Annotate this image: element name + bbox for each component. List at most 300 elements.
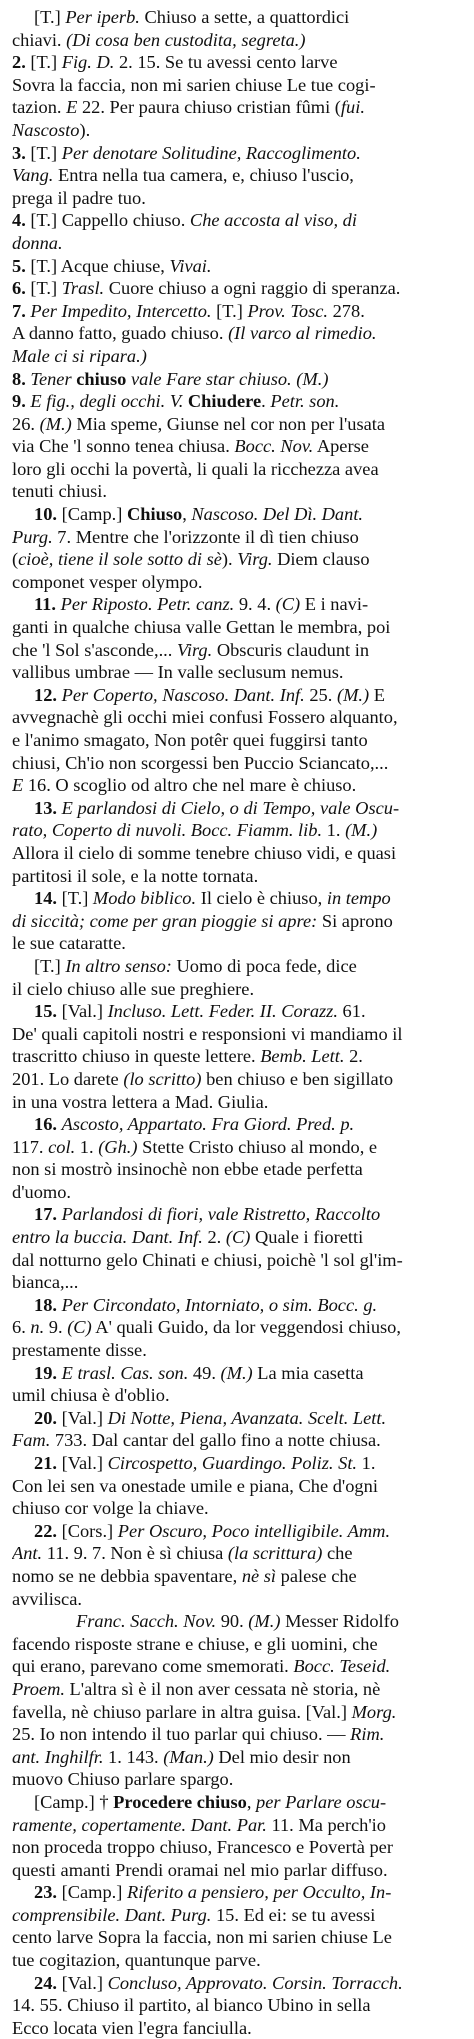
text-run: [Val.] (57, 1407, 108, 1428)
text-line (12, 322, 466, 345)
text-line (12, 1610, 466, 1633)
text-run: Per Oscuro, Poco intelligibile. Amm. (117, 1520, 391, 1541)
text-line (12, 119, 466, 142)
text-line (12, 978, 466, 1001)
text-run: 23. (34, 1882, 57, 1903)
text-run: qui erano, parevano come smemorati. (12, 1656, 294, 1677)
text-line (12, 1723, 466, 1746)
text-run: A' quali Guido, da lor veggendosi chiuso, (91, 1317, 401, 1338)
text-run: Ant. (12, 1543, 43, 1564)
text-line (12, 1972, 466, 1995)
text-line (12, 1768, 466, 1791)
text-run: Sovra la faccia, non mi sarien chiuse Le tue cogi- (12, 74, 376, 95)
text-run: [T.] (57, 888, 93, 909)
text-run: 26. (12, 413, 40, 434)
text-run: , (182, 504, 192, 525)
text-run: prega il padre tuo. (12, 187, 146, 208)
text-line (12, 6, 466, 29)
text-run: 16. (34, 1114, 57, 1135)
text-line (12, 1091, 466, 1114)
text-run: Morg. (351, 1701, 397, 1722)
text-run: Fam. (12, 1430, 51, 1451)
text-run: Di Notte, Piena, Avanzata. Scelt. Lett. (107, 1407, 387, 1428)
text-run: in una vostra lettera a Mad. Giulia. (12, 1091, 269, 1112)
text-run: [Val.] (57, 1453, 108, 1473)
text-run: 14. (34, 888, 57, 909)
text-run: . (261, 391, 271, 412)
text-run: componet vesper olympo. (12, 571, 203, 592)
text-run: (C) (67, 1317, 92, 1338)
text-run: 5. (12, 255, 26, 276)
text-run: 6. (12, 278, 26, 299)
text-run: Si aprono (317, 910, 393, 931)
text-line (12, 368, 466, 391)
text-run: 2. (344, 1046, 363, 1067)
text-line (12, 300, 466, 323)
text-run: Prov. Tosc. (247, 300, 329, 321)
text-run: 11. Ma perch'io (266, 1814, 386, 1835)
text-run: umil chiusa è d'oblio. (12, 1385, 170, 1406)
text-run: 3. (12, 142, 26, 163)
text-line (12, 1271, 466, 1294)
text-run: le sue cataratte. (12, 933, 126, 954)
text-run: donna. (12, 232, 63, 253)
text-line (12, 1746, 466, 1769)
text-run: [Val.] (57, 1001, 108, 1022)
text-run: Del mio desir non (213, 1746, 351, 1767)
text-run: Riferito a pensiero, per Occulto, In- (126, 1882, 392, 1903)
text-run: Mia speme, Giunse nel cor non per l'usata (71, 413, 386, 434)
text-run: Uomo di poca fede, dice (171, 955, 357, 976)
text-run: 13. (34, 797, 57, 818)
text-run: 1. (322, 820, 346, 841)
text-line (12, 1316, 466, 1339)
text-run: per Parlare oscu- (256, 1791, 387, 1812)
text-line (12, 390, 466, 413)
text-line (12, 74, 466, 97)
text-line (12, 910, 466, 933)
text-line (12, 1588, 466, 1611)
text-line (12, 729, 466, 752)
text-run: (M.) (39, 413, 72, 434)
text-line (12, 1000, 466, 1023)
text-line (12, 548, 466, 571)
text-run: chiavi. (12, 29, 67, 50)
text-line (12, 1362, 466, 1385)
text-run: Per iperb. (65, 7, 140, 27)
text-run: Incluso. Lett. Feder. II. Corazz. (107, 1001, 338, 1022)
text-run: 9. (12, 391, 26, 412)
text-run: E (66, 97, 78, 118)
text-run: A danno fatto, guado chiuso. (12, 323, 229, 344)
text-run: (lo scritto) (123, 1068, 202, 1089)
text-run: Ecco locata vien l'egra fanciulla. (12, 2017, 252, 2038)
text-run: (C) (275, 594, 301, 615)
text-run: [T.] (25, 278, 62, 299)
text-run: partitosi il sole, e la notte tornata. (12, 865, 259, 886)
text-run: chiuso cor volge la chiave. (12, 1498, 209, 1519)
text-run: 49. (188, 1362, 221, 1383)
text-line (12, 503, 466, 526)
text-line (12, 51, 466, 74)
text-line (12, 571, 466, 594)
text-run: questi amanti Prendi oramai nel mio parlar diffuso. (12, 1859, 388, 1880)
text-run: 8. (12, 368, 26, 389)
text-run: trascritto chiuso in queste lettere. (12, 1046, 261, 1067)
text-line (12, 458, 466, 481)
text-run: 1. 143. (103, 1746, 164, 1767)
text-line (12, 209, 466, 232)
text-run: [T.] (25, 52, 62, 73)
text-line (12, 1475, 466, 1498)
text-run: n. (30, 1317, 45, 1338)
text-line (12, 1565, 466, 1588)
text-run: Quale i fioretti (250, 1227, 364, 1248)
text-run: vale Fare star chiuso. (130, 368, 292, 389)
text-run: (C) (225, 1227, 251, 1248)
text-run: fui. (340, 97, 365, 118)
text-run: 22. (34, 1520, 57, 1541)
text-run: avvilisca. (12, 1588, 82, 1609)
text-run: prestamente disse. (12, 1340, 147, 1361)
text-run: chiuso (76, 368, 127, 389)
text-run: 20. (34, 1407, 57, 1428)
text-line (12, 1068, 466, 1091)
text-run: 7. Mentre che l'orizzonte il dì tien chiuso (52, 526, 359, 547)
text-line (12, 142, 466, 165)
text-run: in tempo (326, 888, 391, 909)
text-run: Diem clauso (272, 549, 370, 570)
text-line (12, 797, 466, 820)
text-run: ben chiuso e ben sigillato (201, 1068, 394, 1089)
text-run: Rim. (350, 1724, 385, 1745)
text-run: Il cielo è chiuso, (196, 888, 327, 909)
text-line (12, 1023, 466, 1046)
text-line (12, 1926, 466, 1949)
text-run: Fig. D. (61, 52, 115, 73)
text-run: Trasl. (61, 278, 105, 299)
text-line (12, 842, 466, 865)
text-line (12, 164, 466, 187)
text-run: 15. (34, 1001, 57, 1022)
text-run: 25. Io non intendo il tuo parlar qui chiuso. — (12, 1724, 351, 1745)
text-run: ramente, copertamente. Dant. Par. (12, 1814, 267, 1835)
text-run: 278. (328, 300, 365, 321)
text-run: Per Riposto. Petr. canz. (60, 594, 235, 615)
text-run: Con lei sen va onestade umile e piana, Che d'ogni (12, 1475, 378, 1496)
text-line (12, 752, 466, 775)
text-run: Che accosta al viso, di (189, 210, 357, 231)
text-line (12, 1520, 466, 1543)
text-run: [T.] (34, 7, 66, 27)
text-run: 9. 4. (234, 594, 276, 615)
text-run: 18. (34, 1294, 57, 1315)
text-line (12, 639, 466, 662)
text-run: d'uomo. (12, 1181, 71, 1202)
text-run: [Camp.] (57, 1882, 127, 1903)
text-run: Concluso, Approvato. Corsin. Torracch. (107, 1972, 403, 1993)
text-run: E trasl. Cas. son. (61, 1362, 189, 1383)
text-line (12, 1452, 466, 1475)
text-run: 6. (12, 1317, 31, 1338)
text-run: (M.) (336, 684, 370, 705)
text-run: (M.) (220, 1362, 253, 1383)
text-run: Messer Ridolfo (280, 1611, 399, 1632)
text-line (12, 1249, 466, 1272)
text-line (12, 1203, 466, 1226)
text-run: Male ci si ripara.) (12, 345, 147, 366)
text-line (12, 187, 466, 210)
text-run: [T.] (25, 142, 62, 163)
text-run: Bemb. Lett. (260, 1046, 345, 1067)
text-line (12, 1294, 466, 1317)
text-run: 1. (357, 1453, 376, 1473)
text-run: Virg. (237, 549, 273, 570)
text-line (12, 1497, 466, 1520)
text-line (12, 1904, 466, 1927)
text-run: cento larve Sopra la faccia, non mi sarien chiuse Le (12, 1927, 392, 1948)
text-run: favella, nè chiuso parlare in altra guisa. [Val.] (12, 1701, 352, 1722)
text-run: che (322, 1543, 353, 1564)
text-run: Per denotare Solitudine, Raccoglimento. (61, 142, 361, 163)
text-run: [T.] (211, 300, 248, 321)
text-run: facendo risposte strane e chiuse, e gli uomini, che (12, 1633, 378, 1654)
text-line (12, 1859, 466, 1882)
text-run: Proem. (12, 1678, 65, 1699)
text-line (12, 932, 466, 955)
text-run: Tener (30, 368, 72, 389)
text-line (12, 1994, 466, 2017)
text-run: Allora il cielo di somme tenebre chiuso vidi, e quasi (12, 842, 397, 863)
text-run: Franc. Sacch. Nov. (76, 1611, 217, 1632)
text-run: 12. (34, 684, 57, 705)
text-run: [Cors.] (57, 1520, 118, 1541)
text-run: (M.) (248, 1611, 281, 1632)
text-line (12, 1791, 466, 1814)
text-run: che 'l Sol s'asconde,... (12, 639, 177, 660)
text-run: Aperse (313, 436, 369, 457)
text-run: (M.) (296, 368, 329, 389)
text-line (12, 232, 466, 255)
text-line (12, 661, 466, 684)
text-run: E fig., degli occhi. V. (30, 391, 184, 412)
text-run: 201. Lo darete (12, 1068, 124, 1089)
text-run: bianca,... (12, 1272, 79, 1293)
text-run: 733. Dal cantar del gallo fino a notte chiusa. (50, 1430, 381, 1451)
text-run: Bocc. Teseid. (293, 1656, 391, 1677)
text-run: 2. (12, 52, 26, 73)
text-run: non si mostrò insinochè non ebbe etade perfetta (12, 1159, 363, 1180)
text-run: ). (221, 549, 238, 570)
text-run: (Man.) (163, 1746, 214, 1767)
text-run: [Camp.] † (34, 1791, 114, 1812)
text-run: Per Impedito, Intercetto. (30, 300, 212, 321)
text-line (12, 526, 466, 549)
text-run: E parlandosi di Cielo, o di Tempo, vale Oscu- (61, 797, 400, 818)
text-run: 9. (44, 1317, 68, 1338)
text-line (12, 255, 466, 278)
text-run: Parlandosi di fiori, vale Ristretto, Raccolto (61, 1204, 381, 1225)
text-run: (Gh.) (98, 1136, 138, 1157)
text-run: tenuti chiusi. (12, 481, 108, 502)
text-run: 15. Ed ei: se tu avessi (211, 1904, 376, 1925)
text-run: 19. (34, 1362, 57, 1383)
text-run: 1. (75, 1136, 99, 1157)
text-run: tazion. (12, 97, 67, 118)
text-run: Chiuso (126, 504, 183, 525)
text-run: 25. (304, 684, 337, 705)
text-run: vallibus umbrae — In valle seclusum nemus. (12, 662, 344, 683)
text-line (12, 435, 466, 458)
text-run: Chiudere (187, 391, 262, 412)
text-run: 21. (34, 1453, 57, 1473)
text-run: via Che 'l sonno tenea chiusa. (12, 436, 235, 457)
text-line (12, 616, 466, 639)
text-run: ganti in qualche chiusa valle Gettan le membra, poi (12, 617, 391, 638)
text-run: 10. (34, 504, 57, 525)
text-run: Vang. (12, 165, 54, 186)
text-run: (Di cosa ben custodita, segreta.) (66, 29, 306, 50)
text-run: muovo Chiuso parlare spargo. (12, 1769, 234, 1790)
text-line (12, 1384, 466, 1407)
text-run: palese che (276, 1565, 357, 1586)
text-run: 4. (12, 210, 26, 231)
text-line (12, 1949, 466, 1972)
text-run: non proceda troppo chiuso, Francesco e Povertà per (12, 1837, 393, 1858)
text-run: L'altra sì è il non aver cessata nè storia, nè (64, 1678, 381, 1699)
text-run: Cuore chiuso a ogni raggio di speranza. (104, 278, 401, 299)
text-run: [T.] (34, 955, 66, 976)
text-line (12, 29, 466, 52)
text-line (12, 1158, 466, 1181)
text-run: 61. (337, 1001, 366, 1022)
text-line (12, 1655, 466, 1678)
text-line (12, 345, 466, 368)
text-run: 90. (216, 1611, 249, 1632)
text-run: 117. (12, 1136, 49, 1157)
text-line (12, 2017, 466, 2039)
text-run: Obscuris claudunt in (212, 639, 370, 660)
text-run: Procedere chiuso (113, 1791, 247, 1812)
text-run: (Il varco al rimedio. (228, 323, 377, 344)
text-line (12, 1429, 466, 1452)
text-run: 16. O scoglio od altro che nel mare è chiuso. (23, 775, 357, 796)
text-line (12, 1678, 466, 1701)
text-run: E i navi- (300, 594, 369, 615)
text-run: Per Coperto, Nascoso. Dant. Inf. (61, 684, 305, 705)
text-run: 2. (202, 1227, 226, 1248)
text-line (12, 1701, 466, 1724)
text-line (12, 684, 466, 707)
text-line (12, 593, 466, 616)
text-run: Chiuso a sette, a quattordici (139, 7, 350, 27)
text-run: 17. (34, 1204, 57, 1225)
text-run: (la scrittura) (227, 1543, 323, 1564)
text-run: dal notturno gelo Chinati e chiusi, poichè 'l sol gl'im- (12, 1249, 403, 1270)
text-run: La mia casetta (252, 1362, 364, 1383)
text-run: 14. 55. Chiuso il partito, al bianco Ubino in sella (12, 1995, 371, 2016)
text-run: rato, Coperto di nuvoli. Bocc. Fiamm. lib. (12, 820, 323, 841)
text-run: nomo se ne debbia spaventare, (12, 1565, 242, 1586)
text-run: 22. Per paura chiuso cristian fûmi ( (77, 97, 341, 118)
text-line (12, 1339, 466, 1362)
text-run: ). (79, 119, 91, 140)
text-run: entro la buccia. Dant. Inf. (12, 1227, 203, 1248)
text-line (12, 819, 466, 842)
text-line (12, 413, 466, 436)
text-run: Per Circondato, Intorniato, o sim. Bocc. g. (61, 1294, 378, 1315)
text-line (12, 706, 466, 729)
text-run: , (246, 1791, 257, 1812)
text-line (12, 1542, 466, 1565)
text-run: avvegnachè gli occhi miei confusi Fossero alquanto, (12, 707, 398, 728)
text-run: 24. (34, 1972, 57, 1993)
text-run: nè sì (241, 1565, 277, 1586)
text-run: Petr. son. (270, 391, 340, 412)
text-line (12, 277, 466, 300)
text-run: Virg. (176, 639, 213, 660)
text-run: 2. 15. Se tu avessi cento larve (114, 52, 338, 73)
text-run: E (12, 775, 24, 796)
text-run: E (369, 684, 385, 705)
text-run: comprensibile. Dant. Purg. (12, 1904, 212, 1925)
text-line (12, 1633, 466, 1656)
text-run: Purg. (12, 526, 53, 547)
text-line (12, 887, 466, 910)
text-run: Bocc. Nov. (234, 436, 314, 457)
text-run: 7. (12, 300, 26, 321)
text-run: [Camp.] (57, 504, 127, 525)
text-run: loro gli occhi la povertà, li quali la ricchezza avea (12, 458, 379, 479)
text-run: cioè, tiene il sole sotto di sè (18, 549, 222, 570)
text-run: Vivai. (169, 255, 212, 276)
text-run: [T.] Cappello chiuso. (25, 210, 190, 231)
text-run: Ascosto, Appartato. Fra Giord. Pred. p. (61, 1114, 355, 1135)
text-line (12, 1407, 466, 1430)
text-run: Entra nella tua camera, e, chiuso l'uscio, (53, 165, 354, 186)
text-line (12, 1136, 466, 1159)
text-line (12, 480, 466, 503)
text-run: Nascosto (12, 119, 80, 140)
text-run: ( (12, 549, 19, 570)
text-run: di siccità; come per gran pioggie si apre: (12, 910, 318, 931)
text-run: [Val.] (57, 1972, 108, 1993)
text-line (12, 955, 466, 978)
text-line (12, 774, 466, 797)
text-run: il cielo chiuso alle sue preghiere. (12, 978, 255, 999)
text-run: De' quali capitoli nostri e responsioni vi mandiamo il (12, 1023, 403, 1044)
text-line (12, 1181, 466, 1204)
text-run: tue cogitazion, quantunque parve. (12, 1950, 261, 1971)
text-run: Circospetto, Guardingo. Poliz. St. (107, 1453, 358, 1473)
text-run: chiusi, Ch'io non scorgessi ben Puccio Sciancato,... (12, 752, 389, 773)
text-line (12, 1814, 466, 1837)
text-line (12, 1836, 466, 1859)
text-line (12, 1045, 466, 1068)
text-line (12, 1881, 466, 1904)
text-run: 11. 9. 7. Non è sì chiusa (42, 1543, 228, 1564)
text-run: [T.] Acque chiuse, (25, 255, 170, 276)
text-run: Modo biblico. (92, 888, 197, 909)
text-line (12, 96, 466, 119)
text-run: col. (48, 1136, 76, 1157)
text-line (12, 1113, 466, 1136)
text-run: In altro senso: (65, 955, 172, 976)
text-run: ant. Inghilfr. (12, 1746, 104, 1767)
text-line (12, 1226, 466, 1249)
text-run: 11. (34, 594, 56, 615)
text-run: (M.) (345, 820, 378, 841)
